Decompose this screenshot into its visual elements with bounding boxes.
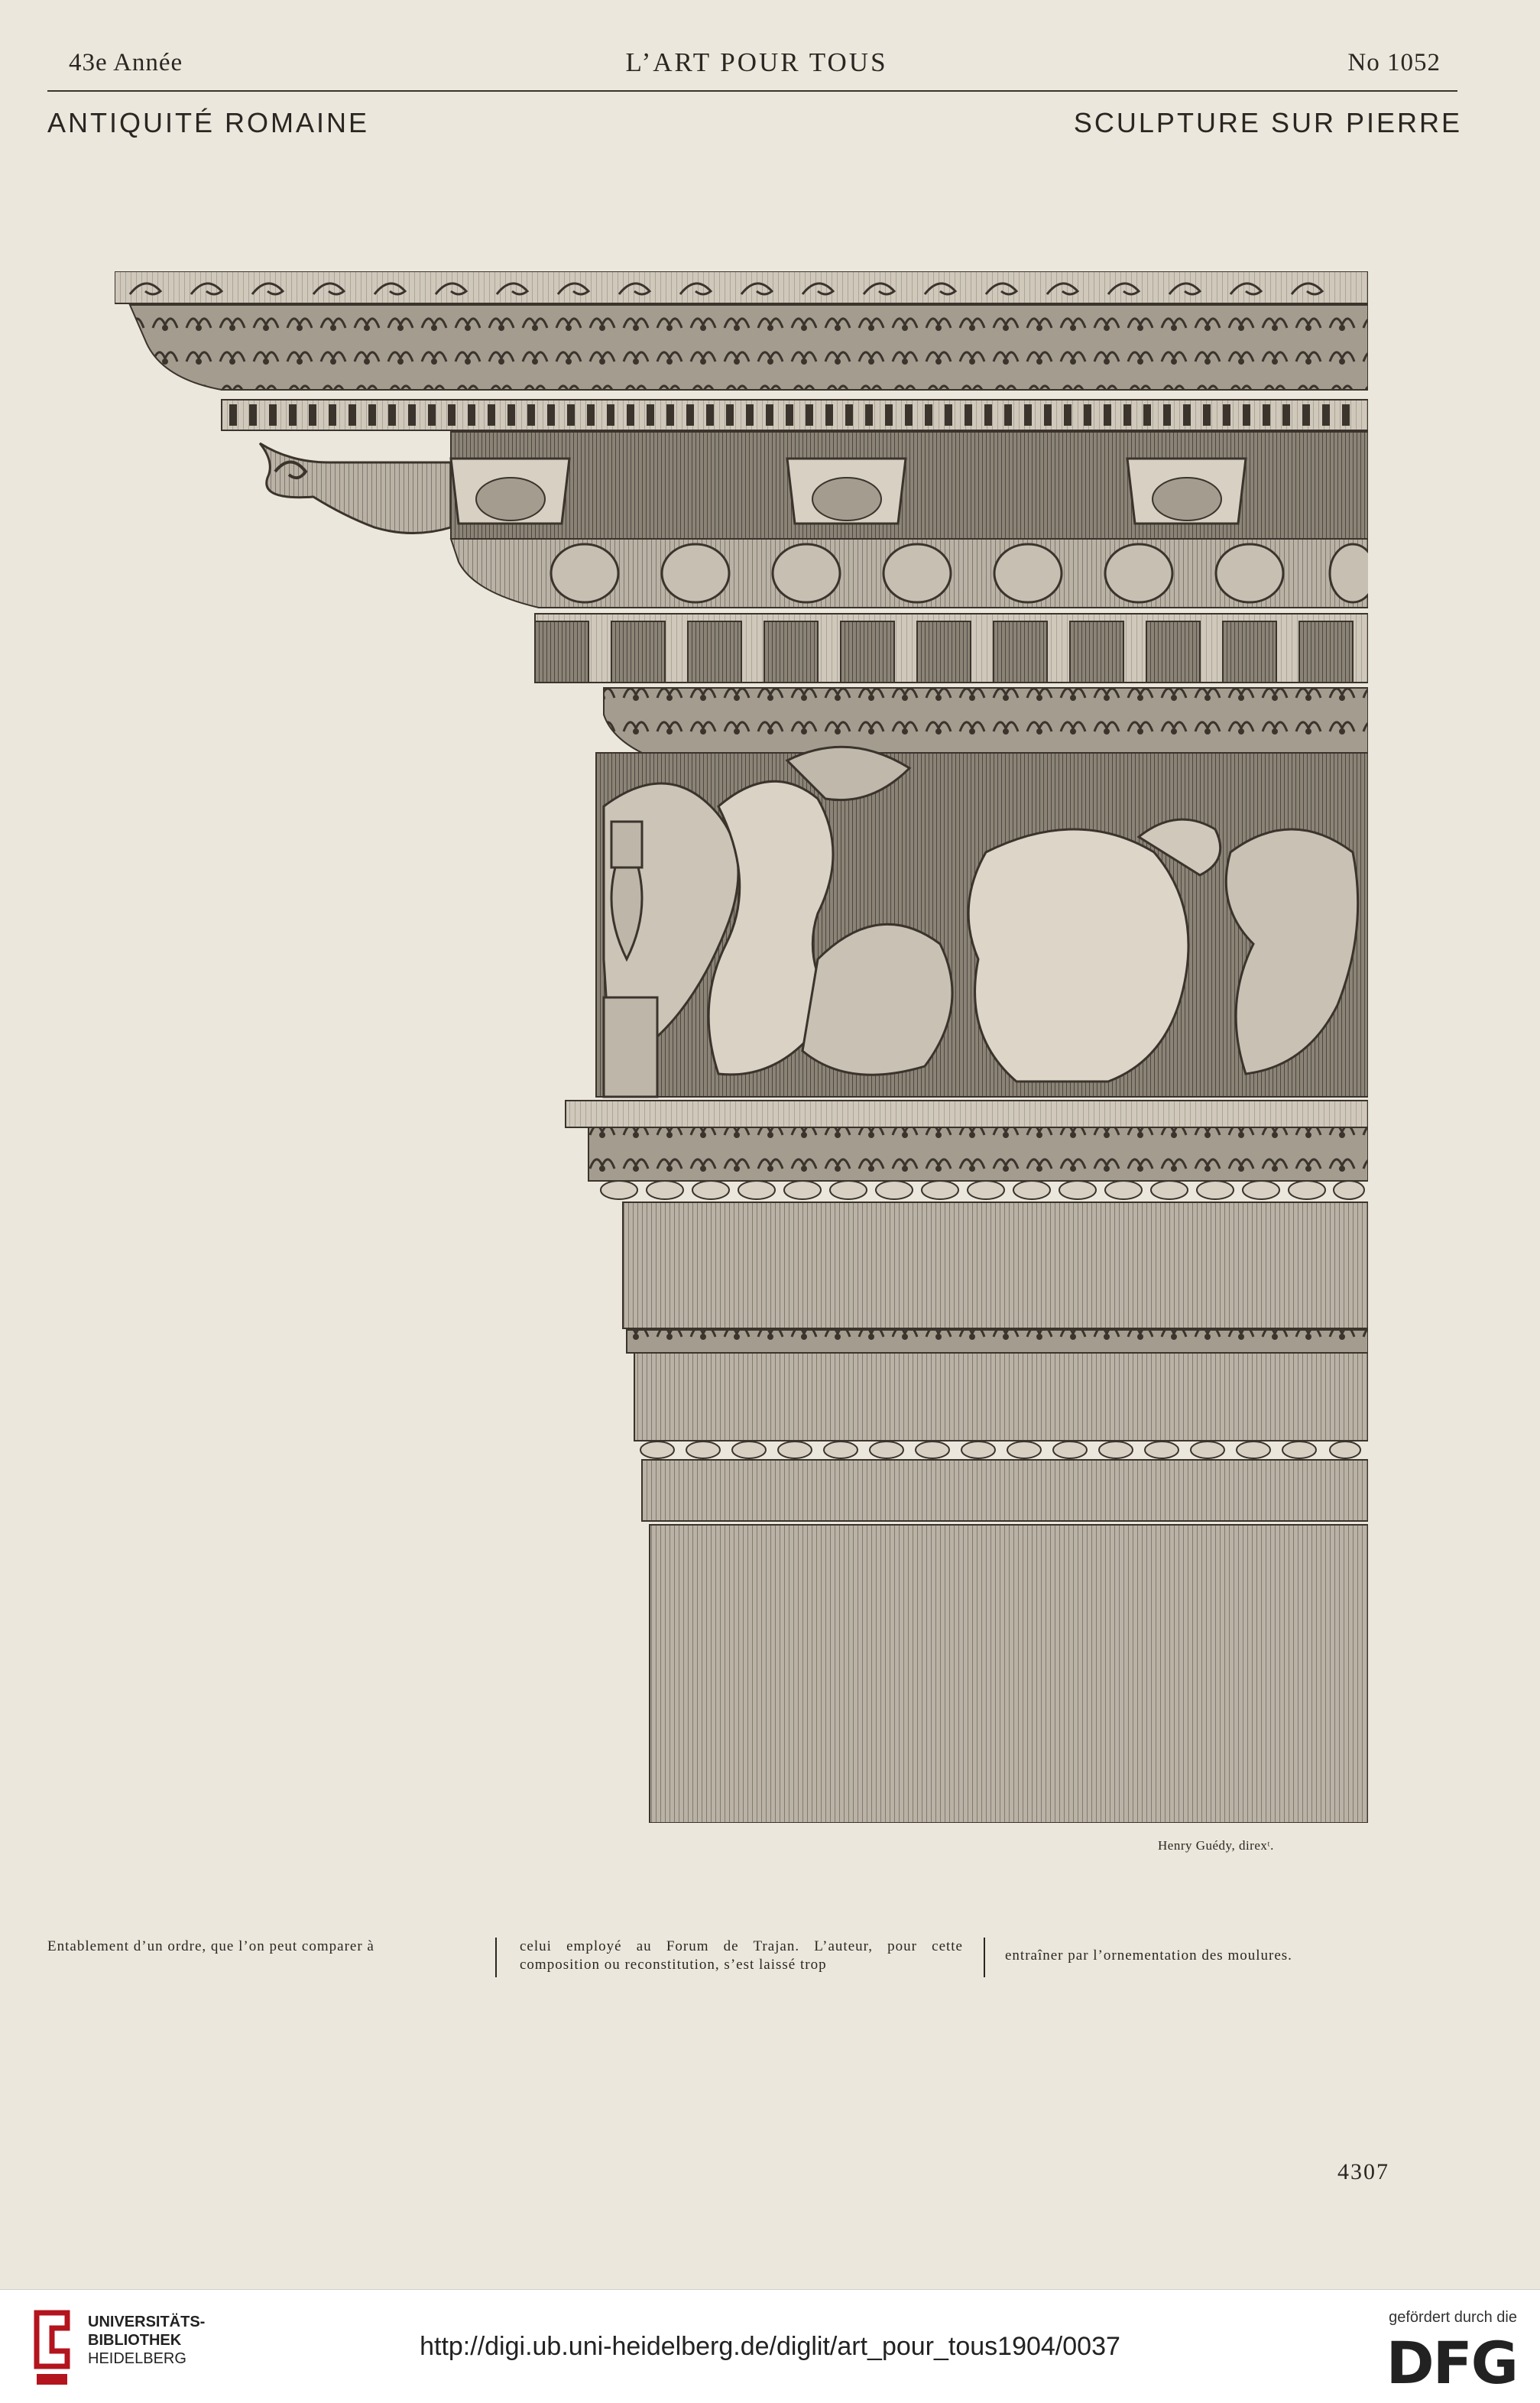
library-name-line-1: UNIVERSITÄTS- [88,2314,206,2330]
header-rule [47,90,1457,92]
caption-divider [495,1938,497,1977]
caption-column-2: celui employé au Forum de Trajan. L’auteur, pour cette composition ou reconstitution, s’est laissé trop [520,1938,963,1973]
caption-column-1: Entablement d’un ordre, que l’on peut comparer à [47,1938,374,1954]
library-name-line-3: HEIDELBERG [88,2350,186,2367]
caption-divider [984,1938,985,1977]
section-left-label: ANTIQUITÉ ROMAINE [47,107,370,138]
dfg-logo[interactable]: DFG [1386,2329,1517,2397]
section-right-label: SCULPTURE SUR PIERRE [1073,107,1462,138]
entablature-engraving [115,271,1368,1823]
header-issue-number: No 1052 [1347,49,1441,76]
sponsor-label: gefördert durch die [1389,2309,1517,2326]
engraver-credit: Henry Guédy, direxᵗ. [1158,1838,1274,1853]
header-year: 43e Année [69,49,183,76]
digitization-footer [0,2289,1540,2403]
page-number: 4307 [1337,2159,1389,2184]
caption-column-3: entraîner par l’ornementation des moulures. [1005,1947,1292,1964]
header-title: L’ART POUR TOUS [625,47,888,77]
permalink-url[interactable]: http://digi.ub.uni-heidelberg.de/diglit/art_pour_tous1904/0037 [420,2332,1120,2361]
library-name-line-2: BIBLIOTHEK [88,2332,182,2349]
